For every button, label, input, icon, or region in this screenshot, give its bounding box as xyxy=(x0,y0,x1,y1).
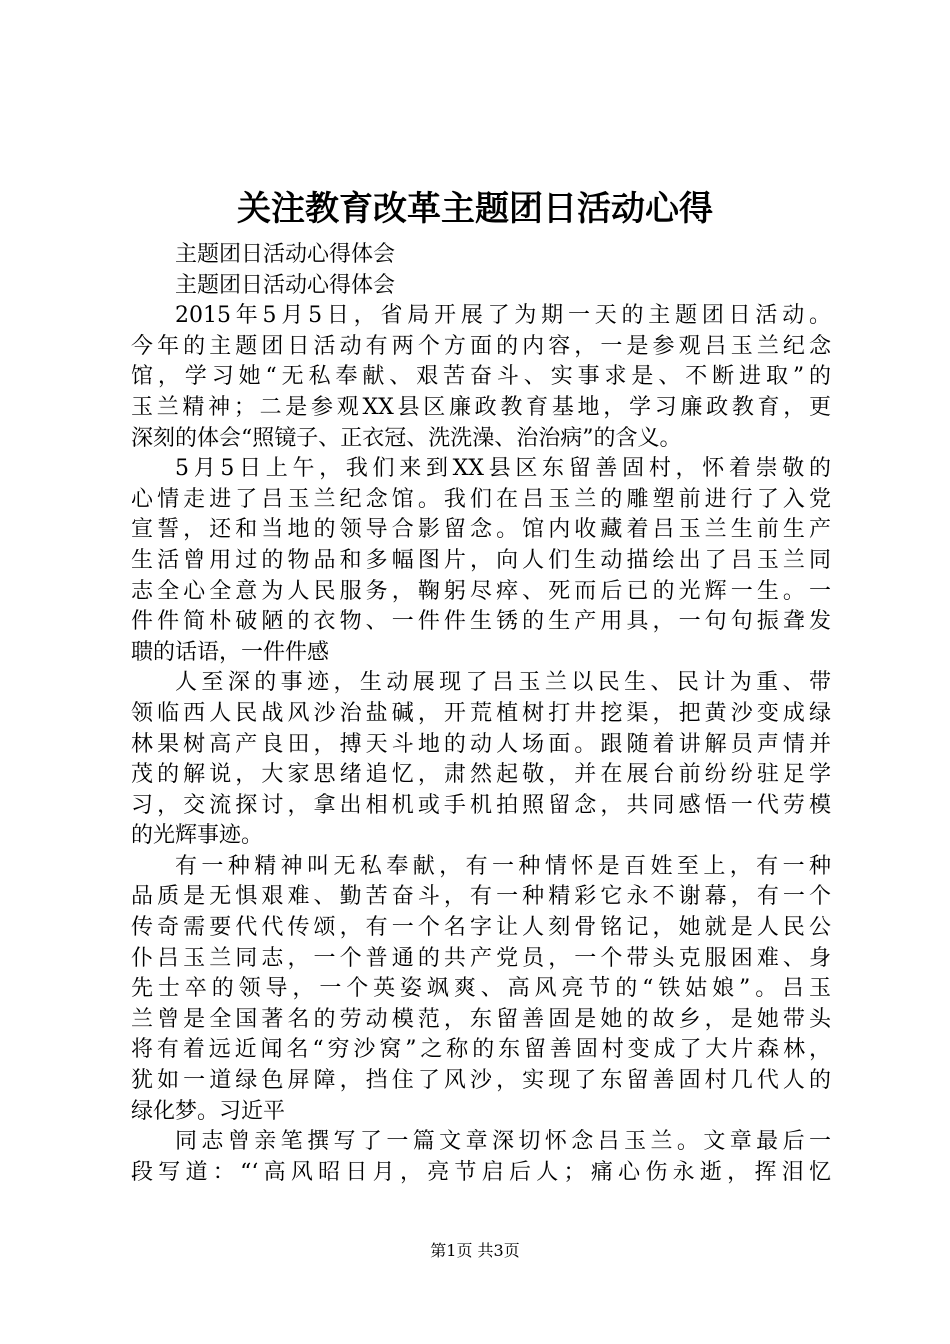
text-line: 2015年5月5日，省局开展了为期一天的主题团日活动。 xyxy=(175,303,831,329)
text-line: 仆吕玉兰同志，一个普通的共产党员，一个带头克服困难、身 xyxy=(131,945,831,971)
text-line: 品质是无惧艰难、勤苦奋斗，有一种精彩它永不谢幕，有一个 xyxy=(131,884,831,910)
text-line: 5月5日上午，我们来到XX县区东留善固村，怀着崇敬的 xyxy=(175,456,831,482)
document-body xyxy=(131,240,831,1188)
text-line: 深刻的体会“照镜子、正衣冠、洗洗澡、治治病”的含义。 xyxy=(131,425,682,451)
text-line: 习，交流探讨，拿出相机或手机拍照留念，共同感悟一代劳模 xyxy=(131,792,831,818)
text-line: 传奇需要代代传颂，有一个名字让人刻骨铭记，她就是人民公 xyxy=(131,915,831,941)
text-line: 主题团日活动心得体会 xyxy=(175,242,396,267)
text-line: 主题团日活动心得体会 xyxy=(175,272,396,298)
text-line: 的光辉事迹。 xyxy=(131,823,264,849)
text-line: 生活曾用过的物品和多幅图片，向人们生动描绘出了吕玉兰同 xyxy=(131,547,831,573)
text-line: 聩的话语，一件件感 xyxy=(131,639,330,665)
text-line: 玉兰精神；二是参观XX县区廉政教育基地，学习廉政教育，更 xyxy=(131,394,831,420)
document-title: 关注教育改革主题团日活动心得 xyxy=(237,189,713,229)
text-line: 馆，学习她“无私奉献、艰苦奋斗、实事求是、不断进取”的 xyxy=(131,364,831,390)
text-line: 领临西人民战风沙治盐碱，开荒植树打井挖渠，把黄沙变成绿 xyxy=(131,700,831,726)
text-line: 林果树高产良田，搏天斗地的动人场面。跟随着讲解员声情并 xyxy=(131,731,831,757)
text-line: 人至深的事迹，生动展现了吕玉兰以民生、民计为重、带 xyxy=(175,670,831,696)
text-line: 同志曾亲笔撰写了一篇文章深切怀念吕玉兰。文章最后一 xyxy=(175,1129,831,1155)
text-line: 心情走进了吕玉兰纪念馆。我们在吕玉兰的雕塑前进行了入党 xyxy=(131,486,831,512)
text-line: 今年的主题团日活动有两个方面的内容，一是参观吕玉兰纪念 xyxy=(131,333,831,359)
page-footer: 第1页 共3页 xyxy=(430,1241,520,1260)
text-line: 茂的解说，大家思绪追忆，肃然起敬，并在展台前纷纷驻足学 xyxy=(131,762,831,788)
text-line: 绿化梦。习近平 xyxy=(131,1098,286,1124)
text-line: 先士卒的领导，一个英姿飒爽、高风亮节的“铁姑娘”。吕玉 xyxy=(131,976,831,1002)
text-line: 犹如一道绿色屏障，挡住了风沙，实现了东留善固村几代人的 xyxy=(131,1068,831,1094)
text-line: 将有着远近闻名“穷沙窝”之称的东留善固村变成了大片森林， xyxy=(131,1037,831,1063)
text-line: 志全心全意为人民服务，鞠躬尽瘁、死而后已的光辉一生。一 xyxy=(131,578,831,604)
text-line: 宣誓，还和当地的领导合影留念。馆内收藏着吕玉兰生前生产 xyxy=(131,517,831,543)
text-line: 段写道：“‘高风昭日月，亮节启后人；痛心伤永逝，挥泪忆 xyxy=(131,1159,831,1185)
text-line: 有一种精神叫无私奉献，有一种情怀是百姓至上，有一种 xyxy=(175,853,831,879)
text-line: 兰曾是全国著名的劳动模范，东留善固是她的故乡，是她带头 xyxy=(131,1006,831,1032)
text-line: 件件简朴破陋的衣物、一件件生锈的生产用具，一句句振聋发 xyxy=(131,609,831,635)
